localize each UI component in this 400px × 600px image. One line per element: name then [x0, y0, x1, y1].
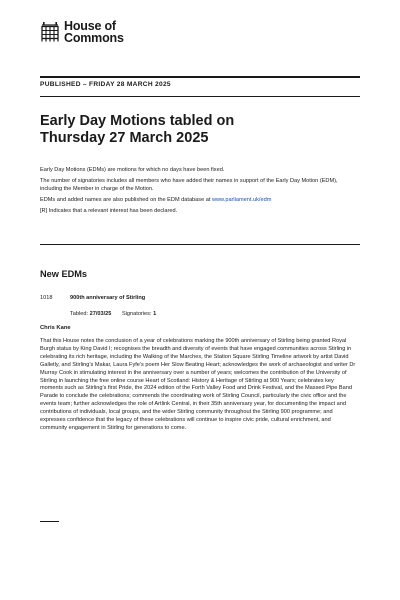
published-date: PUBLISHED – FRIDAY 28 MARCH 2025 [40, 81, 171, 88]
top-rule [40, 76, 360, 78]
page-title-line-2: Thursday 27 March 2025 [40, 130, 209, 146]
house-of-commons-logo [40, 20, 124, 44]
section-rule [40, 244, 360, 245]
edm-member: Chris Kane [40, 325, 71, 331]
intro-paragraph-3-text: EDMs and added names are also published on the EDM database at [40, 196, 212, 203]
intro-notes [40, 167, 360, 219]
end-rule [40, 521, 59, 522]
edm-database-link[interactable]: www.parliament.uk/edm [211, 196, 272, 203]
intro-paragraph-2: The number of signatories includes all members who have added their names in support of the Early Day Motion (EDM), including the Member in charge of the Motion. [40, 178, 338, 192]
signatories-label: Signatories: [121, 311, 152, 317]
intro-paragraph-4: [R] Indicates that a relevant interest has been declared. [40, 208, 178, 215]
section-heading: New EDMs [40, 269, 87, 279]
edm-motion-text: That this House notes the conclusion of a year of celebrations marking the 900th anniversary of Stirling being granted Royal Burgh status by King David I; recognises the breadth and diversity of events that have engaged communities across Stirling in celebrating its rich heritage, including the Walking of the Marches, the Station Square Stirling Timeline artwork by artist David Galletly, and Stirling’s Makar, Laura Fyfe’s poem Her Slow Beating Heart; acknowledges the work of archaeologist and writer Dr Murray Cook in stimulating interest in the anniversary over a number of years; welcomes the contribution of the University of Stirling in launching the free online course Heart of Scotland: History & Heritage of Stirling at 900 Years; celebrates key moments such as Stirling’s first Pride, the 2024 edition of the Forth Valley Food and Drink Festival, and the Massed Pipe Band Parade to conclude the celebrations; commends the coordinating work of Stirling Council, particularly the civic office and the events team; further acknowledges the role of Artlink Central, in their 35th anniversary year, for documenting the impact and contributions of individuals, local groups, and the wider Stirling community throughout the Stirling 900 programme; and expresses confidence that the legacy of these celebrations will continue to inspire civic pride, cultural enrichment, and community engagement in Stirling for generations to come. [40, 338, 356, 431]
brand-wordmark [64, 20, 124, 44]
intro-paragraph-1: Early Day Motions (EDMs) are motions for which no days have been fixed. [40, 167, 225, 173]
intro-paragraph-3 [40, 197, 360, 205]
tabled-date: 27/03/25 [89, 311, 112, 317]
page-title [40, 113, 360, 147]
edm-meta [70, 311, 156, 317]
edm-title: 900th anniversary of Stirling [70, 295, 146, 301]
published-rule [40, 96, 360, 97]
tabled-label: Tabled: [70, 311, 89, 317]
edm-number: 1018 [40, 295, 53, 301]
portcullis-icon [40, 21, 60, 43]
signatories-count: 1 [153, 311, 157, 317]
brand-line-1: House of [64, 19, 116, 33]
edm-header [40, 295, 145, 301]
page-title-line-1: Early Day Motions tabled on [40, 113, 235, 129]
brand-line-2: Commons [64, 31, 124, 45]
